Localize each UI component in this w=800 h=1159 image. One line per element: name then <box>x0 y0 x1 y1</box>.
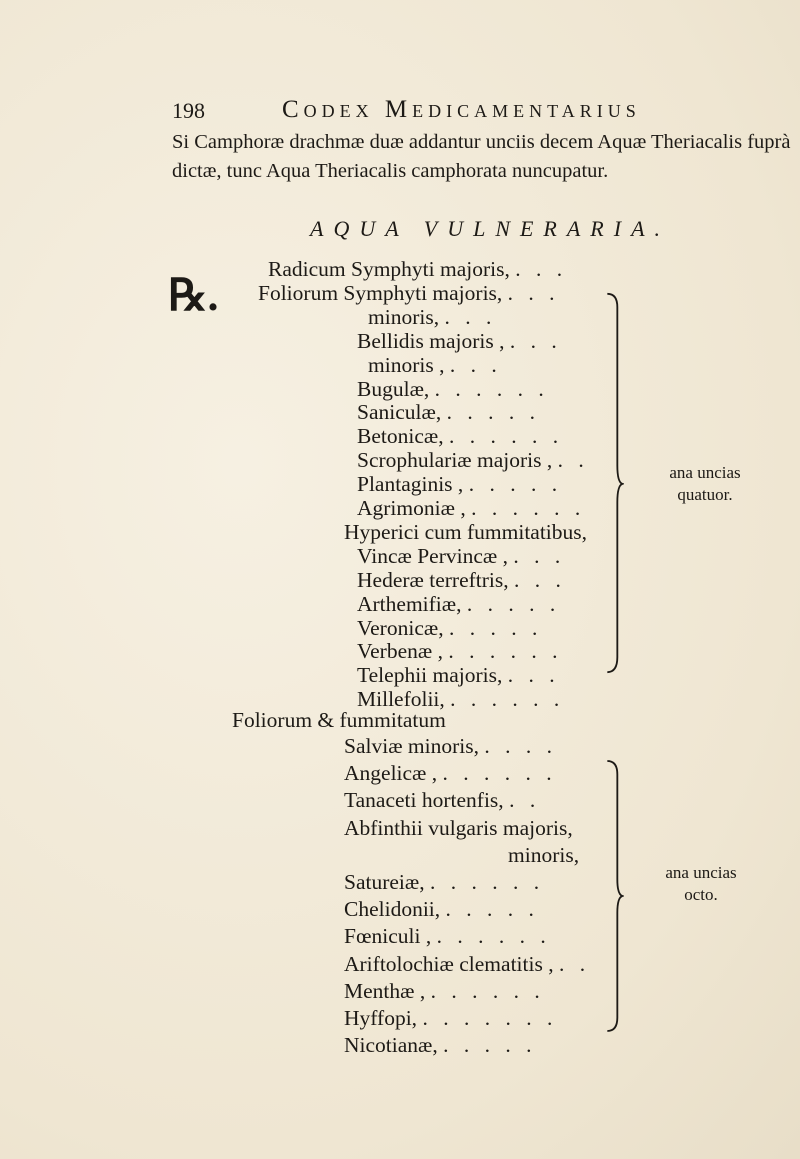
ingredient-line <box>357 639 562 663</box>
ingredient-label: Chelidonii, <box>344 897 441 922</box>
ingredient-label: Angelicæ , <box>344 761 438 786</box>
ingredient-label: Foliorum Symphyti majoris, <box>258 280 503 305</box>
brace-2 <box>604 730 624 1062</box>
ingredient-line <box>344 761 557 785</box>
ingredient-line <box>344 897 539 921</box>
running-title: Codex Medicamentarius <box>282 96 641 123</box>
ingredient-label: Scrophulariæ majoris , <box>357 448 553 473</box>
ingredient-line <box>344 788 540 812</box>
ingredient-line <box>357 448 589 472</box>
ingredient-line <box>357 568 566 592</box>
ingredient-line <box>344 952 590 976</box>
ingredient-label: Betonicæ, <box>357 424 444 449</box>
section-title: AQUA VULNERARIA. <box>310 216 671 241</box>
ingredient-label: Verbenæ , <box>357 639 443 664</box>
ingredient-label: Satureiæ, <box>344 870 425 894</box>
ingredient-label: Salviæ minoris, <box>344 734 479 758</box>
ingredient-label: Veronicæ, <box>357 615 444 640</box>
ingredient-label: Fœniculi , <box>344 924 432 949</box>
ingredient-label: Telephii majoris, <box>357 663 503 688</box>
leader-dots: . . . <box>509 328 562 353</box>
intro-paragraph: Si Camphoræ drachmæ duæ addantur unciis decem Aquæ Theriacalis fuprà dictæ, tunc Aqua Theriacalis camphorata nuncupatur. <box>172 131 791 182</box>
leader-dots: . . . <box>507 280 560 305</box>
ingredient-label: Agrimoniæ , <box>357 496 466 520</box>
ingredient-label: Nicotianæ, <box>344 1033 438 1058</box>
dose-line: ana uncias <box>665 863 737 882</box>
ingredient-label: minoris , <box>368 352 445 377</box>
ingredient-line <box>357 377 549 401</box>
ingredient-label: Menthæ , <box>344 978 426 1003</box>
ingredient-label: Arthemifiæ, <box>357 591 462 616</box>
ingredient-line <box>357 472 562 496</box>
recipe-sign: ℞. <box>168 271 219 320</box>
ingredient-line <box>368 305 496 329</box>
leader-dots: . . . <box>449 352 502 377</box>
leader-dots: . . . <box>507 663 560 688</box>
ingredient-line <box>344 816 573 840</box>
leader-dots: . . . . <box>484 734 557 758</box>
ingredient-label: Saniculæ, <box>357 400 442 425</box>
leader-dots: . . . . . . <box>448 424 564 449</box>
leader-dots: . . . <box>444 304 497 329</box>
ingredient-line <box>344 870 544 894</box>
leader-dots: . . <box>509 788 541 813</box>
ingredient-label: Radicum Symphyti majoris, <box>268 257 510 281</box>
ingredient-label: Hederæ terreftris, <box>357 567 509 592</box>
ingredient-label: Vincæ Pervincæ , <box>357 543 508 568</box>
ingredient-label: minoris, <box>508 842 580 867</box>
ingredient-line <box>268 257 567 281</box>
dose-group-1 <box>640 462 770 506</box>
ingredient-label: Tanaceti hortenfis, <box>344 788 504 813</box>
ingredient-label: Bugulæ, <box>357 376 430 401</box>
ingredient-line <box>357 400 540 424</box>
ingredient-label: minoris, <box>368 304 440 329</box>
leader-dots: . . . . . . <box>434 376 549 401</box>
leader-dots: . . . <box>513 543 566 568</box>
ingredient-line <box>357 592 560 616</box>
leader-dots: . . . . . <box>445 897 539 922</box>
ingredient-line <box>357 496 585 520</box>
ingredient-label: Ariftolochiæ clematitis , <box>344 951 554 976</box>
leader-dots: . . . . . <box>446 400 540 425</box>
brace-1 <box>604 252 624 714</box>
ingredient-line <box>258 281 560 305</box>
leader-dots: . . . . . <box>468 472 563 497</box>
ingredient-label: Bellidis majoris , <box>357 328 505 353</box>
leader-dots: . . . . . . <box>436 924 551 949</box>
leader-dots: . . . <box>515 257 568 281</box>
ingredient-line <box>357 616 542 640</box>
ingredient-line <box>344 924 551 948</box>
leader-dots: . . . . . . <box>430 870 545 894</box>
leader-dots: . . . . . . <box>442 761 557 786</box>
ingredient-line <box>344 1006 557 1030</box>
ingredient-line <box>508 843 579 867</box>
ingredient-line <box>368 353 502 377</box>
ingredient-line <box>344 520 587 544</box>
leader-dots: . . . <box>514 567 566 592</box>
page-number: 198 <box>172 98 205 123</box>
leader-dots: . . . . . . . <box>422 1006 558 1030</box>
ingredient-line <box>357 663 560 687</box>
ingredient-label: Hyffopi, <box>344 1006 418 1030</box>
dose-group-2 <box>636 862 766 906</box>
ingredient-label: Millefolii, <box>357 687 445 712</box>
ingredient-line <box>357 424 563 448</box>
leader-dots: . . . . . <box>448 615 543 640</box>
leader-dots: . . <box>558 951 591 976</box>
dose-line: ana uncias <box>669 463 741 482</box>
ingredient-line <box>357 544 565 568</box>
leader-dots: . . . . . <box>466 591 561 616</box>
ingredient-line <box>344 979 545 1003</box>
leader-dots: . . . . . <box>443 1033 537 1058</box>
leader-dots: . . . . . . <box>450 687 565 712</box>
leader-dots: . . . . . . <box>471 496 586 520</box>
ingredient-label: Plantaginis , <box>357 472 464 497</box>
ingredient-line <box>357 329 562 353</box>
ingredient-label: Hyperici cum fummitatibus, <box>344 519 588 544</box>
ingredient-line <box>344 734 557 758</box>
ingredient-line <box>344 1033 537 1057</box>
dose-line: octo. <box>684 885 718 904</box>
leader-dots: . . . . . . <box>448 639 563 664</box>
group-2-heading: Foliorum & fummitatum <box>232 708 446 732</box>
dose-line: quatuor. <box>677 485 733 504</box>
ingredient-label: Abfinthii vulgaris majoris, <box>344 815 573 840</box>
leader-dots: . . . . . . <box>430 978 545 1003</box>
leader-dots: . . <box>557 448 589 473</box>
